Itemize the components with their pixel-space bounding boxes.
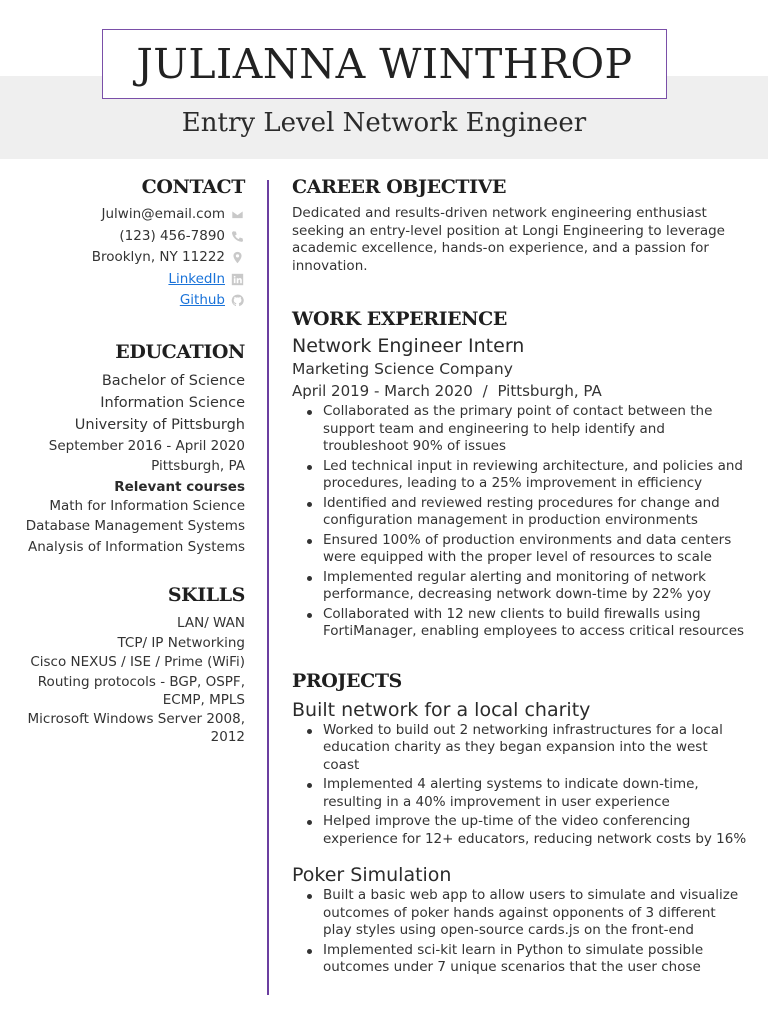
name-box [102,29,667,99]
list-item: Built a basic web app to allow users to simulate and visualize outcomes of poker hands against opponents of 3 different play styles using open-source cards.js on the front-end [303,887,747,940]
github-line [20,290,245,312]
skills-heading: SKILLS [167,584,245,606]
company-name: Marketing Science Company [292,360,513,378]
education-heading: EDUCATION [115,340,245,363]
phone-text: (123) 456-7890 [119,227,225,244]
courses-heading: Relevant courses [114,478,245,495]
skill-item: LAN/ WAN [177,615,245,631]
linkedin-icon [230,273,245,286]
course-item: Analysis of Information Systems [27,538,245,555]
project-bullets [303,722,747,849]
job-location: Pittsburgh, PA [497,382,602,400]
job-bullets [303,403,747,641]
github-link[interactable]: Github [179,292,225,308]
location-line [20,247,245,269]
project-bullets [303,887,747,977]
objective-text: Dedicated and results-driven network engineering enthusiast seeking an entry-level position at Longi Engineering to leverage academic excellence, hands-on experience, and a passion for innovation. [292,205,725,274]
phone-line [20,226,245,248]
list-item: Ensured 100% of production environments and data centers were equipped with the proper level of resources to scale [303,532,747,567]
job-dates-location [292,380,747,403]
skill-item: Microsoft Windows Server 2008, 2012 [27,711,245,745]
skill-item: Routing protocols - BGP, OSPF, ECMP, MPLS [37,673,245,708]
degree: Bachelor of Science [101,372,245,389]
skill-item: Cisco NEXUS / ISE / Prime (WiFi) [30,654,245,670]
left-column [20,176,245,748]
school-name: University of Pittsburgh [74,416,245,433]
education-location: Pittsburgh, PA [151,458,245,474]
job-title: Network Engineer Intern [292,335,525,357]
course-item: Math for Information Science [49,497,245,514]
candidate-name: JULIANNA WINTHROP [136,40,633,88]
linkedin-link[interactable]: LinkedIn [168,270,225,287]
location-text: Brooklyn, NY 11222 [91,249,225,265]
phone-icon [230,230,245,243]
list-item: Identified and reviewed resting procedures for change and configuration management in production environments [303,495,747,530]
list-item: Implemented 4 alerting systems to indicate down-time, resulting in a 40% improvement in user experience [303,776,747,811]
email-text: Julwin@email.com [101,206,225,222]
projects-heading: PROJECTS [292,669,402,692]
github-icon [230,294,245,307]
skill-item: TCP/ IP Networking [117,634,245,651]
objective-heading: CAREER OBJECTIVE [292,176,507,198]
course-item: Database Management Systems [25,518,245,534]
column-divider [267,180,269,995]
job-separator: / [482,382,488,400]
job-title-header: Entry Level Network Engineer [181,108,587,138]
email-line [20,204,245,226]
contact-heading: CONTACT [141,176,245,198]
envelope-icon [230,208,245,221]
list-item: Implemented sci-kit learn in Python to simulate possible outcomes under 7 unique scenarios that the user chose [303,942,747,977]
right-column [292,176,747,979]
field-of-study: Information Science [100,394,245,411]
list-item: Worked to build out 2 networking infrastructures for a local education charity as they began expansion into the west coast [303,722,747,775]
project-title: Built network for a local charity [292,698,591,721]
list-item: Collaborated as the primary point of contact between the support team and engineering to help identify and troubleshoot 90% of issues [303,403,747,456]
list-item: Implemented regular alerting and monitoring of network performance, decreasing network down-time by 22% yoy [303,569,747,604]
job-dates: April 2019 - March 2020 [292,382,473,400]
linkedin-line [20,269,245,291]
project-title: Poker Simulation [292,864,452,886]
education-dates: September 2016 - April 2020 [48,437,245,454]
list-item: Led technical input in reviewing architecture, and policies and procedures, leading to a 25% improvement in efficiency [303,458,747,493]
map-pin-icon [230,251,245,264]
experience-heading: WORK EXPERIENCE [292,308,507,330]
list-item: Helped improve the up-time of the video conferencing experience for 12+ educators, reducing network costs by 16% [303,813,747,848]
list-item: Collaborated with 12 new clients to build firewalls using FortiManager, enabling employees to access critical resources [303,606,747,641]
